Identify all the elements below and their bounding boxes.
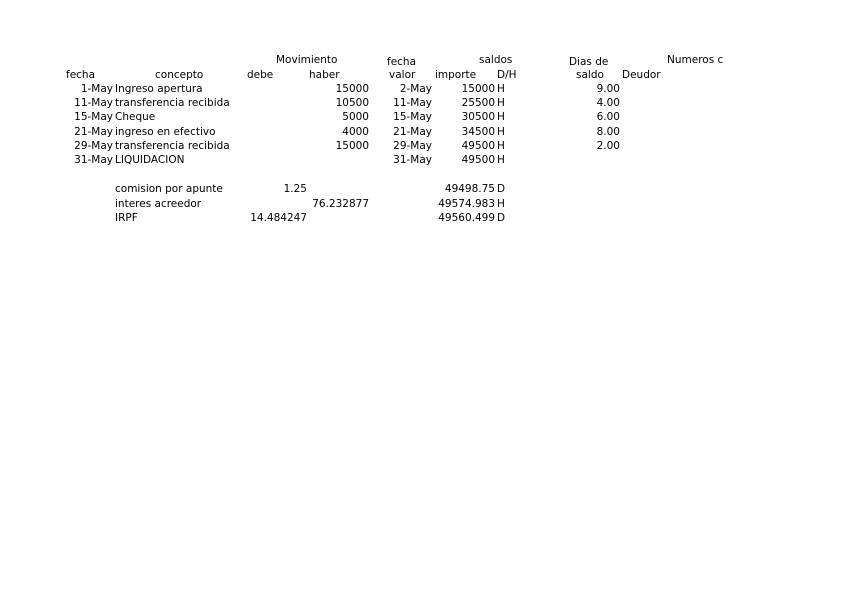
cell-fecha: 15-May xyxy=(74,111,113,123)
liq-dh: D xyxy=(497,212,506,224)
header-haber: haber xyxy=(309,69,340,81)
cell-importe: 49500 xyxy=(461,154,495,166)
cell-importe: 30500 xyxy=(461,111,495,123)
cell-dh: H xyxy=(497,126,505,138)
cell-haber: 4000 xyxy=(342,126,369,138)
cell-haber: 15000 xyxy=(335,83,369,95)
header-deudor: Deudor xyxy=(622,69,661,81)
cell-valor: 15-May xyxy=(393,111,432,123)
liq-concepto: interes acreedor xyxy=(115,198,202,210)
cell-valor: 21-May xyxy=(393,126,432,138)
cell-dh: H xyxy=(497,111,505,123)
cell-importe: 15000 xyxy=(461,83,495,95)
cell-dh: H xyxy=(497,83,505,95)
liq-concepto: IRPF xyxy=(115,212,138,224)
header-fecha: fecha xyxy=(66,69,96,81)
cell-fecha: 21-May xyxy=(74,126,113,138)
header-concepto: concepto xyxy=(155,69,204,81)
cell-dias: 8.00 xyxy=(596,126,620,138)
header-importe: importe xyxy=(435,69,477,81)
cell-concepto: transferencia recibida xyxy=(115,140,230,152)
cell-valor: 11-May xyxy=(393,97,432,109)
cell-fecha: 1-May xyxy=(80,83,113,95)
cell-dh: H xyxy=(497,140,505,152)
cell-importe: 49500 xyxy=(461,140,495,152)
header-fecha-valor-bottom: valor xyxy=(389,69,416,81)
cell-concepto: Ingreso apertura xyxy=(115,83,203,95)
cell-dias: 2.00 xyxy=(596,140,620,152)
cell-dh: H xyxy=(497,97,505,109)
header-dias-de: Dias de xyxy=(569,56,609,68)
cell-valor: 31-May xyxy=(393,154,432,166)
liq-dh: D xyxy=(497,183,506,195)
liq-importe: 49574.983 xyxy=(438,198,495,210)
cell-haber: 5000 xyxy=(342,111,369,123)
cell-dias: 6.00 xyxy=(596,111,620,123)
cell-dh: H xyxy=(497,154,505,166)
liq-debe: 14.484247 xyxy=(250,212,307,224)
liq-dh: H xyxy=(497,198,505,210)
cell-concepto: ingreso en efectivo xyxy=(115,126,216,138)
header-debe: debe xyxy=(247,69,274,81)
cell-fecha: 11-May xyxy=(74,97,113,109)
header-numeros: Numeros c xyxy=(667,54,724,66)
cell-concepto: Cheque xyxy=(115,111,156,123)
liq-importe: 49560.499 xyxy=(438,212,495,224)
liq-debe: 1.25 xyxy=(283,183,307,195)
cell-dias: 4.00 xyxy=(596,97,620,109)
header-saldo: saldo xyxy=(576,69,604,81)
liq-concepto: comision por apunte xyxy=(115,183,223,195)
cell-fecha: 31-May xyxy=(74,154,113,166)
cell-haber: 10500 xyxy=(335,97,369,109)
cell-valor: 2-May xyxy=(399,83,432,95)
header-dh: D/H xyxy=(497,69,517,81)
cell-importe: 34500 xyxy=(461,126,495,138)
cell-concepto: LIQUIDACION xyxy=(115,154,185,166)
cell-concepto: transferencia recibida xyxy=(115,97,230,109)
cell-fecha: 29-May xyxy=(74,140,113,152)
header-movimiento: Movimiento xyxy=(276,54,338,66)
header-fecha-valor-top: fecha xyxy=(387,56,417,68)
cell-haber: 15000 xyxy=(335,140,369,152)
cell-valor: 29-May xyxy=(393,140,432,152)
cell-dias: 9.00 xyxy=(596,83,620,95)
cell-importe: 25500 xyxy=(461,97,495,109)
liq-haber: 76.232877 xyxy=(312,198,369,210)
header-saldos: saldos xyxy=(479,54,513,66)
liq-importe: 49498.75 xyxy=(444,183,495,195)
